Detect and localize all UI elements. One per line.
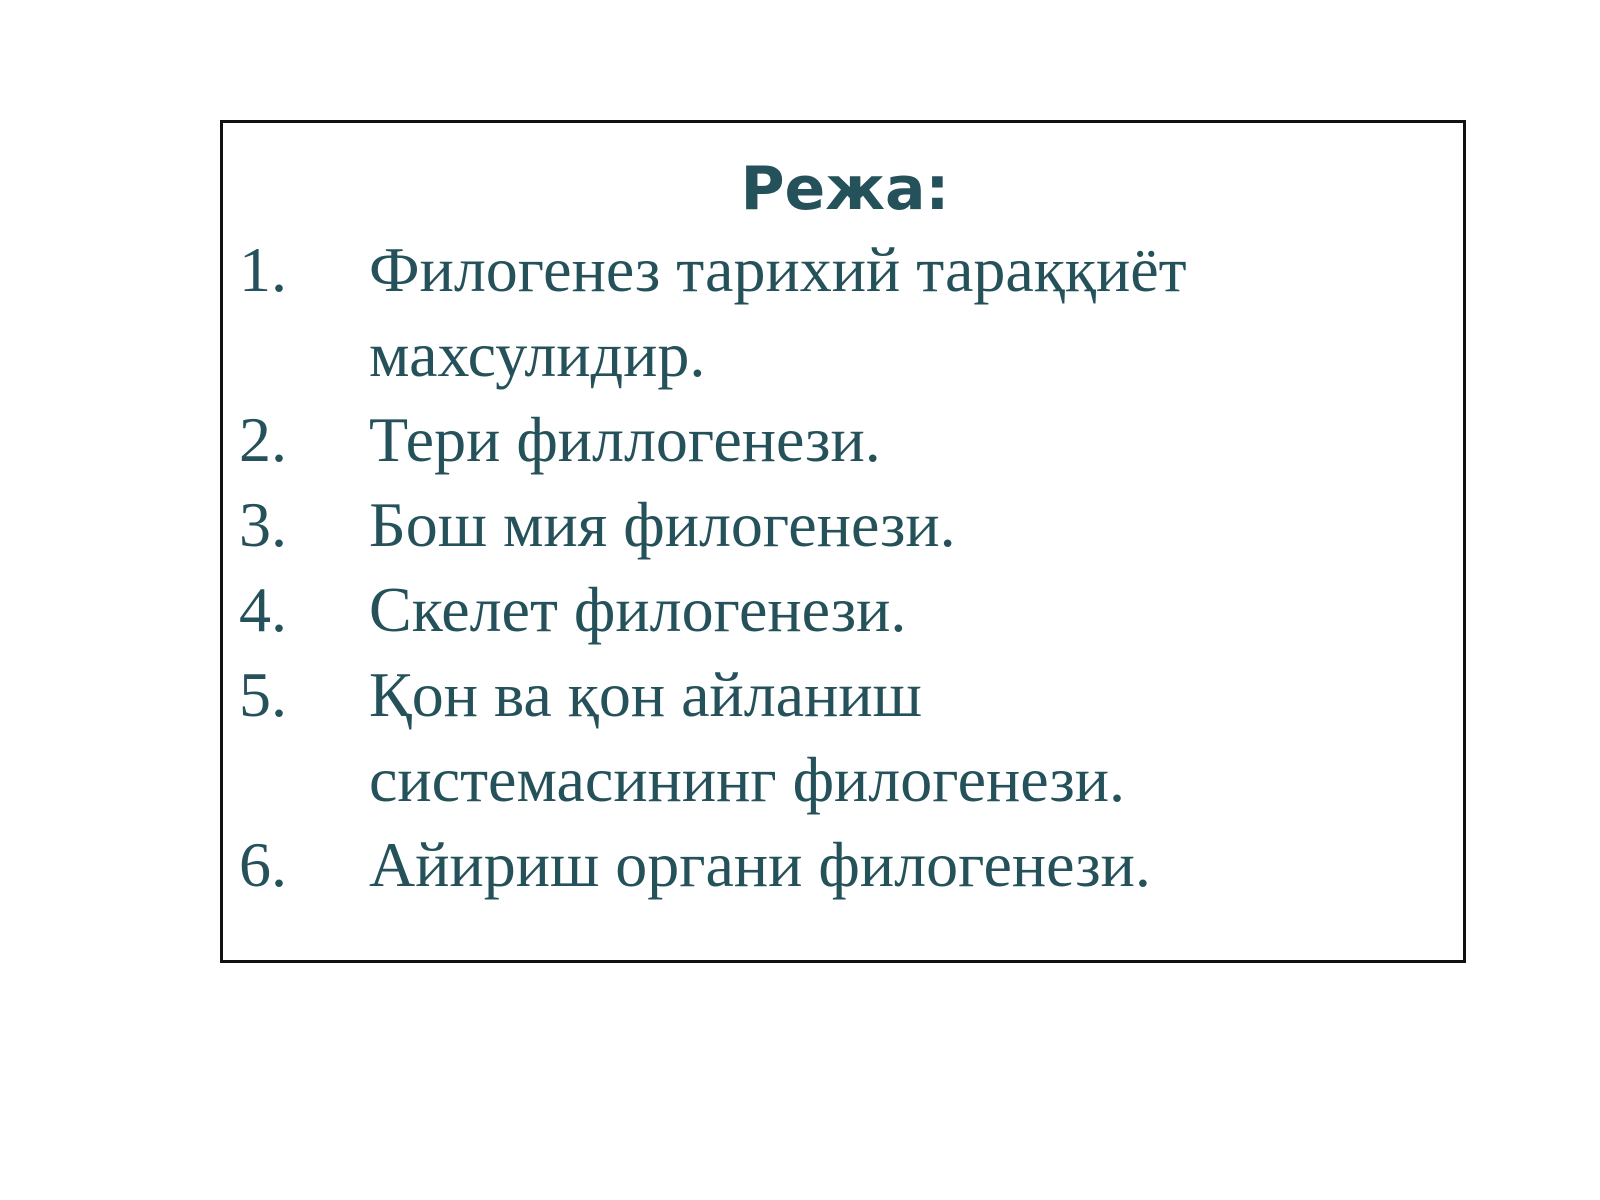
list-item bbox=[239, 567, 1419, 652]
list-item-number: 2. bbox=[239, 404, 287, 475]
content-frame bbox=[220, 120, 1466, 963]
list-item-number: 5. bbox=[239, 659, 287, 730]
list-item bbox=[239, 227, 1419, 397]
list-item bbox=[239, 482, 1419, 567]
list-item-text: Айириш органи филогенези. bbox=[369, 829, 1151, 900]
list-item-number: 4. bbox=[239, 574, 287, 645]
list-item-text: Бош мия филогенези. bbox=[369, 489, 956, 560]
list-item bbox=[239, 822, 1419, 907]
topic-list bbox=[239, 227, 1419, 907]
list-item-number: 6. bbox=[239, 829, 287, 900]
list-item-text: Филогенез тарихий тараққиёт махсулидир. bbox=[369, 234, 1187, 390]
list-item-number: 3. bbox=[239, 489, 287, 560]
list-item bbox=[239, 652, 1419, 822]
list-item-text: Қон ва қон айланиш системасининг филогенези. bbox=[369, 659, 1125, 815]
list-item-text: Скелет филогенези. bbox=[369, 574, 907, 645]
list-item-number: 1. bbox=[239, 234, 287, 305]
list-item bbox=[239, 397, 1419, 482]
slide-title: Режа: bbox=[740, 154, 950, 224]
list-item-text: Тери филлогенези. bbox=[369, 404, 881, 475]
